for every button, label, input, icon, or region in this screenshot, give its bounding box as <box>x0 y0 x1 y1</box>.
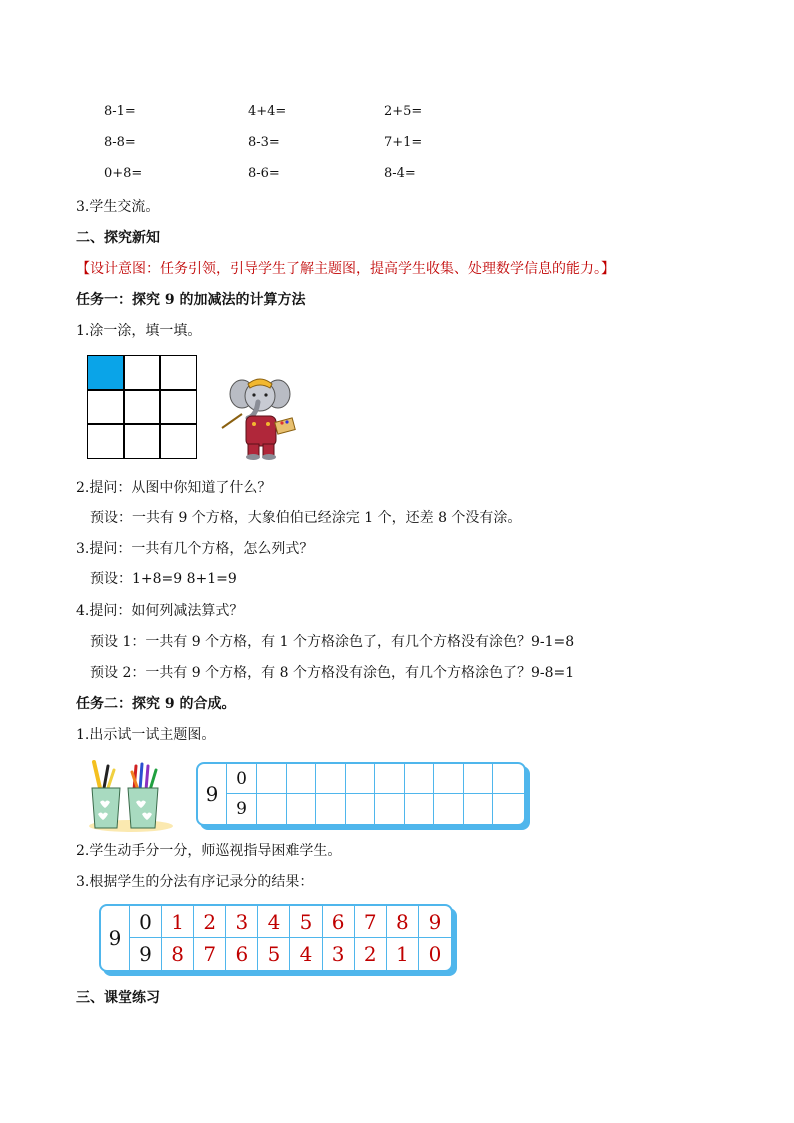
pencil-cups-illustration <box>86 758 176 832</box>
table-cell: 2 <box>355 938 387 970</box>
table-cell: 5 <box>290 906 322 938</box>
table-cell: 1 <box>162 906 194 938</box>
table-cell <box>493 794 524 824</box>
step-text: 3.根据学生的分法有序记录分的结果： <box>76 874 314 890</box>
section-heading: 二、探究新知 <box>76 230 160 246</box>
table-cell: 3 <box>226 906 258 938</box>
grid-cell <box>123 355 161 391</box>
grid-cell <box>159 423 197 459</box>
table-cell: 2 <box>194 906 226 938</box>
table-cell <box>257 794 287 824</box>
decomposition-table-filled <box>99 904 453 972</box>
table-cell: 0 <box>428 942 442 966</box>
table-cell: 5 <box>258 938 290 970</box>
section-heading: 三、课堂练习 <box>76 990 160 1006</box>
grid-cell <box>123 423 161 459</box>
table-cell: 7 <box>194 938 226 970</box>
table-cell: 7 <box>355 906 387 938</box>
table-cell: 4 <box>290 938 322 970</box>
table-cell: 0 <box>227 764 257 794</box>
table-cells <box>227 764 524 824</box>
table-cell <box>346 794 376 824</box>
table-cell: 8 <box>162 938 194 970</box>
table-cell <box>493 764 524 794</box>
step-text: 4.提问：如何列减法算式？ <box>76 603 244 619</box>
task-heading: 任务一：探究 9 的加减法的计算方法 <box>76 292 306 308</box>
table-cell <box>464 764 494 794</box>
equation: 4+4= <box>248 104 287 119</box>
equation: 8-8= <box>104 135 136 150</box>
equation: 8-4= <box>384 166 416 181</box>
table-cell <box>287 794 317 824</box>
table-cell <box>405 764 435 794</box>
table-cell <box>287 764 317 794</box>
step-text: 2.提问：从图中你知道了什么？ <box>76 480 272 496</box>
table-cells <box>130 906 451 970</box>
elephant-painter-illustration <box>220 376 300 460</box>
table-cell <box>257 764 287 794</box>
grid-cell <box>87 423 125 459</box>
grid-cell <box>123 389 161 425</box>
design-intent: 【设计意图：任务引领，引导学生了解主题图，提高学生收集、处理数学信息的能力。】 <box>76 261 615 277</box>
step-text: 2.学生动手分一分，师巡视指导困难学生。 <box>76 843 342 859</box>
grid-cell <box>159 389 197 425</box>
step-text: 1.涂一涂，填一填。 <box>76 323 202 339</box>
table-cell <box>434 794 464 824</box>
table-cell <box>375 794 405 824</box>
equation: 7+1= <box>384 135 423 150</box>
table-cell: 4 <box>258 906 290 938</box>
table-cell: 9 <box>419 906 451 938</box>
table-cell <box>434 764 464 794</box>
table-cell <box>316 764 346 794</box>
preset-text: 预设 1：一共有 9 个方格，有 1 个方格涂色了，有几个方格没有涂色？9-1=8 <box>90 634 575 650</box>
grid-cell-filled <box>87 355 125 391</box>
step-text: 3.学生交流。 <box>76 199 160 215</box>
equation: 2+5= <box>384 104 423 119</box>
preset-text: 预设：1+8=9 8+1=9 <box>90 571 237 587</box>
grid-cell <box>87 389 125 425</box>
table-total: 9 <box>101 906 130 970</box>
table-cell: 9 <box>227 794 257 824</box>
table-cell: 6 <box>323 906 355 938</box>
equation: 0+8= <box>104 166 143 181</box>
table-cell <box>464 794 494 824</box>
preset-text: 预设 2：一共有 9 个方格，有 8 个方格没有涂色，有几个方格涂色了？9-8=1 <box>90 665 575 681</box>
preset-text: 预设：一共有 9 个方格，大象伯伯已经涂完 1 个，还差 8 个没有涂。 <box>90 510 522 526</box>
table-total: 9 <box>198 764 227 824</box>
table-cell <box>346 764 376 794</box>
coloring-grid <box>88 356 196 458</box>
table-cell: 6 <box>226 938 258 970</box>
table-cell: 3 <box>323 938 355 970</box>
equation: 8-3= <box>248 135 280 150</box>
table-cell: 0 <box>130 906 162 938</box>
table-cell <box>375 764 405 794</box>
table-cell <box>405 794 435 824</box>
grid-cell <box>159 355 197 391</box>
table-cell <box>316 794 346 824</box>
equation: 8-1= <box>104 104 136 119</box>
step-text: 1.出示试一试主题图。 <box>76 727 216 743</box>
table-cell: 1 <box>387 938 419 970</box>
table-cell: 9 <box>130 938 162 970</box>
step-text: 3.提问：一共有几个方格，怎么列式？ <box>76 541 314 557</box>
task-heading: 任务二：探究 9 的合成。 <box>76 696 236 712</box>
table-cell: 8 <box>387 906 419 938</box>
decomposition-table-blank <box>196 762 526 826</box>
equation: 8-6= <box>248 166 280 181</box>
